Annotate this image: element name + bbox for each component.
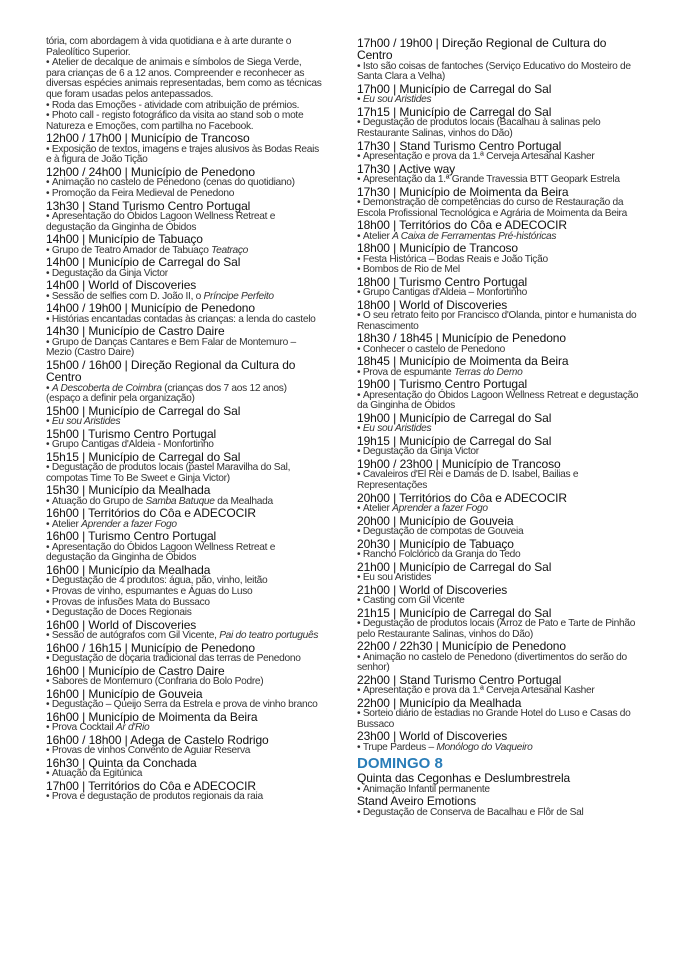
event-detail-text: Atuação do Grupo de: [51, 495, 143, 507]
event-detail-text: Degustação de compotas de Gouveia: [362, 525, 524, 537]
event-detail: [357, 470, 639, 491]
event-detail: [357, 152, 639, 163]
event-title: 22h00 | Município da Mealhada: [357, 695, 522, 710]
event-detail-tail: da Mealhada: [217, 495, 273, 507]
day-heading: DOMINGO 8: [357, 755, 443, 773]
event-detail-text: Animação no castelo de Penedono (cenas do quotidiano): [51, 177, 295, 189]
event-entry: [357, 795, 639, 818]
event-detail-text: Photo call - registo fotográfico da visita ao stand sob o mote Natureza e Emoções, com partilha no Facebook.: [46, 110, 304, 132]
event-title: 18h00 | Territórios do Côa e ADECOCIR: [357, 218, 567, 233]
event-detail: [357, 118, 639, 139]
event-title: 17h30 | Active way: [357, 161, 456, 176]
event-detail-emphasis: Terras do Demo: [453, 366, 523, 378]
event-detail-text: Apresentação e prova da 1.ª Cerveja Artesanal Kasher: [362, 151, 595, 162]
event-detail: [46, 792, 322, 803]
event-detail-text: Prova e degustação de produtos regionais da raia: [51, 791, 263, 803]
event-title: 16h00 | Município da Mealhada: [46, 562, 211, 577]
event-detail: [357, 596, 639, 607]
event-detail-emphasis: Aprender a fazer Fogo: [81, 518, 177, 530]
event-title: Quinta das Cegonhas e Deslumbrestrela: [357, 771, 571, 786]
event-detail-emphasis: A Descoberta de Coimbra: [51, 382, 162, 394]
event-detail-emphasis: Aprender a fazer Fogo: [392, 502, 488, 514]
event-title: 17h00 / 19h00 | Direção Regional de Cultura do Centro: [357, 36, 607, 63]
event-title: 21h00 | World of Discoveries: [357, 582, 508, 597]
event-entry: [46, 302, 322, 325]
event-entry: [46, 405, 322, 428]
event-detail-text: (crianças dos 7 aos 12 anos) (espaço a definir pela organização): [46, 382, 287, 405]
event-title: 20h00 | Município de Gouveia: [357, 513, 514, 528]
event-detail-text: Atelier: [362, 230, 390, 242]
event-detail-emphasis: A Caixa de Ferramentas Pré-históricas: [392, 230, 557, 242]
event-entry: [46, 757, 322, 780]
event-title: 14h30 | Município de Castro Daire: [46, 324, 225, 339]
event-detail-text: Degustação de doçaria tradicional das terras de Penedono: [51, 653, 301, 665]
event-entry: [357, 37, 639, 83]
event-title: 16h00 | World of Discoveries: [46, 617, 197, 632]
event-entry: [357, 515, 639, 538]
event-detail-text: Provas de infusões Mata do Bussaco: [51, 596, 210, 608]
event-title: 19h00 / 23h00 | Município de Trancoso: [357, 456, 561, 471]
event-title: 18h45 | Município de Moimenta da Beira: [357, 354, 569, 369]
event-entry: [357, 186, 639, 220]
event-entry: [46, 642, 322, 665]
event-title: 17h30 | Município de Moimenta da Beira: [357, 184, 569, 199]
event-detail-text: Casting com Gil Vicente: [362, 594, 465, 606]
event-entry: [46, 233, 322, 256]
event-title: Stand Aveiro Emotions: [357, 794, 477, 809]
event-detail-text: Grupo de Danças Cantares e Bem Falar de Montemuro – Mezio (Castro Daire): [46, 336, 296, 359]
event-entry: [46, 530, 322, 564]
event-detail-text: Rancho Folclórico da Granja do Tedo: [362, 548, 521, 560]
event-title: 22h00 / 22h30 | Município de Penedono: [357, 639, 566, 654]
event-title: 18h00 | Turismo Centro Portugal: [357, 274, 528, 289]
event-detail-text: Apresentação da 1.ª Grande Travessia BTT Geopark Estrela: [362, 174, 620, 185]
event-entry: [46, 451, 322, 485]
event-detail-text: Demonstração de competências do curso de Restauração da Escola Profissional Tecnológica e Agrária de Moimenta da Beira: [357, 197, 628, 219]
event-entry: [357, 561, 639, 584]
event-entry: [46, 325, 322, 359]
event-entry: [46, 37, 322, 132]
event-title: 14h00 | World of Discoveries: [46, 278, 197, 293]
left-column: [46, 37, 322, 803]
event-detail-text: Atuação da Egitúnica: [51, 768, 143, 780]
event-title: 20h30 | Município de Tabuaço: [357, 536, 514, 551]
event-detail-emphasis: Teatraço: [211, 244, 249, 256]
event-title: 16h00 | Turismo Centro Portugal: [46, 529, 217, 544]
event-entry: [357, 83, 639, 106]
event-detail: [46, 212, 322, 233]
event-entry: [357, 378, 639, 412]
event-detail-text: Grupo de Teatro Amador de Tabuaço: [51, 244, 209, 256]
event-detail-emphasis: Monólogo do Vaqueiro: [436, 741, 533, 753]
event-detail: [357, 709, 639, 730]
event-entry: [46, 780, 322, 803]
event-detail: [46, 37, 322, 58]
event-entry: [357, 492, 639, 515]
event-detail-text: Sorteio diário de estadias no Grande Hotel do Luso e Casas do Bussaco: [357, 708, 631, 730]
event-title: 21h15 | Município de Carregal do Sal: [357, 605, 552, 620]
event-detail: [357, 653, 639, 674]
event-entry: [46, 359, 322, 405]
event-entry: [46, 200, 322, 234]
event-title: 15h00 / 16h00 | Direção Regional da Cultura do Centro: [46, 357, 296, 385]
event-title: 21h00 | Município de Carregal do Sal: [357, 559, 552, 574]
event-detail: [357, 808, 639, 819]
event-detail: [46, 111, 322, 132]
event-detail-text: Prova de espumante: [362, 366, 452, 378]
event-entry: [357, 697, 639, 731]
event-detail-text: Degustação de Conserva de Bacalhau e Flôr de Sal: [362, 806, 584, 818]
event-entry: [46, 279, 322, 302]
event-detail-text: Degustação de Doces Regionais: [51, 607, 192, 619]
event-detail: [357, 391, 639, 412]
event-entry: [357, 607, 639, 641]
event-title: 18h00 | World of Discoveries: [357, 297, 508, 312]
event-detail-text: Histórias encantadas contadas às crianças: a lenda do castelo: [51, 313, 316, 325]
event-entry: [46, 734, 322, 757]
event-entry: [357, 674, 639, 697]
event-detail-text: Roda das Emoções - atividade com atribuição de prémios.: [51, 99, 300, 111]
event-detail-text: Degustação de produtos locais (pastel Maravilha do Sal, compotas Time To Be Sweet e Ginja Victor): [46, 462, 291, 484]
event-detail-text: Exposição de textos, imagens e trajes alusivos às Bodas Reais e à figura de João Tição: [46, 143, 319, 166]
event-entry: [46, 256, 322, 279]
event-entry: [46, 564, 322, 619]
event-entry: [46, 711, 322, 734]
event-title: 19h15 | Município de Carregal do Sal: [357, 433, 552, 448]
event-detail: [357, 311, 639, 332]
event-detail-text: Grupo Cantigas d'Aldeia - Monfortinho: [51, 439, 214, 451]
event-detail-text: Degustação da Ginja Victor: [51, 267, 168, 279]
event-title: 17h00 | Município de Carregal do Sal: [357, 82, 552, 96]
event-detail-text: Degustação de produtos locais (Arroz de Pato e Tarte de Pinhão pelo Restaurante Salinas, vinhos do Dão): [357, 617, 636, 640]
event-title: 17h30 | Stand Turismo Centro Portugal: [357, 138, 562, 153]
event-detail: [357, 62, 639, 83]
event-entry: [357, 584, 639, 607]
event-title: 18h00 | Município de Trancoso: [357, 241, 518, 256]
event-detail: [46, 463, 322, 484]
event-detail: [357, 743, 639, 754]
event-detail-text: Atelier de decalque de animais e símbolos de Siega Verde, para crianças de 6 a 12 anos. Compreender e reconhecer as diversas espécies animais representadas, bem como as técnicas que foram usadas pelos antepassados.: [46, 57, 322, 100]
event-title: 12h00 / 24h00 | Município de Penedono: [46, 164, 255, 179]
event-detail-text: Atelier: [362, 502, 390, 514]
event-title: 15h00 | Município de Carregal do Sal: [46, 403, 241, 418]
event-detail-text: Bombos de Rio de Mel: [362, 264, 460, 276]
event-entry: [357, 435, 639, 458]
event-title: 14h00 | Município de Tabuaço: [46, 232, 203, 247]
event-detail: [357, 573, 639, 584]
event-detail-emphasis: Eu sou Aristides: [51, 416, 121, 428]
event-detail-emphasis: Pai do teatro português: [219, 630, 319, 642]
event-detail-emphasis: Príncipe Perfeito: [203, 290, 274, 302]
event-entry: [357, 538, 639, 561]
event-detail: [357, 619, 639, 640]
event-detail-text: Eu sou Aristides: [362, 571, 432, 583]
event-title: 19h00 | Turismo Centro Portugal: [357, 377, 528, 392]
event-entry: [357, 458, 639, 492]
event-entry: [357, 219, 639, 242]
event-entry: [46, 428, 322, 451]
event-detail-text: Trupe Pardeus –: [362, 741, 434, 753]
event-entry: [357, 355, 639, 378]
event-title: 14h00 / 19h00 | Município de Penedono: [46, 301, 255, 316]
event-entry: [46, 665, 322, 688]
event-title: 17h00 | Territórios do Côa e ADECOCIR: [46, 778, 256, 793]
event-title: 16h00 | Município de Moimenta da Beira: [46, 709, 258, 724]
event-title: 13h30 | Stand Turismo Centro Portugal: [46, 198, 251, 213]
event-detail-text: Apresentação do Óbidos Lagoon Wellness Retreat e degustação da Ginginha de Óbidos: [357, 389, 639, 412]
event-detail-text: Prova Cocktail: [51, 722, 114, 734]
event-entry: [357, 772, 639, 795]
event-entry: [46, 507, 322, 530]
event-title: 17h15 | Município de Carregal do Sal: [357, 105, 552, 119]
event-title: 16h00 | Município de Castro Daire: [46, 663, 225, 678]
event-detail: [357, 527, 639, 538]
event-detail: [357, 504, 639, 515]
event-entry: [46, 166, 322, 200]
event-entry: [46, 688, 322, 711]
event-detail-emphasis: Ar d'Rio: [115, 722, 150, 734]
event-detail-text: tória, com abordagem à vida quotidiana e à arte durante o Paleolítico Superior.: [46, 36, 292, 58]
event-detail-emphasis: Eu sou Aristides: [362, 94, 432, 106]
event-title: 15h00 | Turismo Centro Portugal: [46, 426, 217, 441]
event-detail-text: Degustação – Queijo Serra da Estrela e prova de vinho branco: [51, 699, 318, 711]
event-detail-text: Promoção da Feira Medieval de Penedono: [51, 187, 235, 199]
event-title: 16h00 | Territórios do Côa e ADECOCIR: [46, 506, 256, 521]
event-detail: [46, 58, 322, 100]
event-detail-text: Animação no castelo de Penedono (divertimentos do serão do senhor): [357, 651, 627, 674]
event-title: 16h00 / 18h00 | Adega de Castelo Rodrigo: [46, 732, 269, 747]
right-column: [357, 37, 639, 818]
event-entry: [357, 276, 639, 299]
event-detail: [357, 550, 639, 561]
event-entry: [357, 412, 639, 435]
event-entry: [357, 640, 639, 674]
event-entry: [357, 730, 639, 753]
event-entry: [357, 140, 639, 163]
event-entry: [46, 619, 322, 642]
event-title: 15h15 | Município de Carregal do Sal: [46, 449, 241, 464]
event-detail: [46, 384, 322, 405]
event-entry: [357, 299, 639, 333]
event-entry: [46, 484, 322, 507]
event-detail-text: Cavaleiros d'El Rei e Damas de D. Isabel, Bailias e Representações: [357, 469, 579, 491]
event-title: 15h30 | Município da Mealhada: [46, 483, 211, 498]
event-detail: [46, 543, 322, 564]
event-title: 16h00 / 16h15 | Município de Penedono: [46, 640, 255, 655]
event-detail-text: Degustação de 4 produtos: água, pão, vinho, leitão: [51, 575, 268, 587]
event-title: 16h00 | Município de Gouveia: [46, 686, 203, 701]
event-title: 16h30 | Quinta da Conchada: [46, 755, 197, 770]
event-detail-text: Provas de vinhos Convento de Aguiar Reserva: [51, 745, 251, 757]
event-title: 23h00 | World of Discoveries: [357, 729, 508, 744]
event-entry: [357, 163, 639, 186]
event-detail-text: Degustação de produtos locais (Bacalhau à salinas pelo Restaurante Salinas, vinhos do Dão): [357, 117, 601, 139]
event-detail: [46, 189, 322, 200]
event-detail-text: Apresentação e prova da 1.ª Cerveja Artesanal Kasher: [362, 685, 595, 697]
event-detail-emphasis: Samba Batuque: [145, 495, 215, 507]
event-entry: [357, 242, 639, 276]
event-entry: [46, 132, 322, 166]
event-detail-text: Grupo Cantigas d'Aldeia – Monfortinho: [362, 287, 527, 299]
event-detail-text: Sessão de selfies com D. João II, o: [51, 290, 201, 302]
event-title: 14h00 | Município de Carregal do Sal: [46, 255, 241, 270]
event-detail-text: Atelier: [51, 518, 79, 530]
event-title: 18h30 / 18h45 | Município de Penedono: [357, 331, 566, 346]
event-entry: [357, 106, 639, 140]
event-entry: [357, 332, 639, 355]
event-detail: [357, 198, 639, 219]
event-title: 22h00 | Stand Turismo Centro Portugal: [357, 672, 562, 687]
event-detail: [46, 338, 322, 359]
event-detail-text: Isto são coisas de fantoches (Serviço Educativo do Mosteiro de Santa Clara a Velha): [357, 60, 631, 83]
event-title: 19h00 | Município de Carregal do Sal: [357, 410, 552, 425]
event-title: 20h00 | Territórios do Côa e ADECOCIR: [357, 490, 567, 505]
event-detail: [357, 175, 639, 186]
event-detail-text: Apresentação do Óbidos Lagoon Wellness Retreat e degustação da Ginginha de Óbidos: [46, 541, 276, 564]
event-detail-text: O seu retrato feito por Francisco d'Olanda, pintor e humanista do Renascimento: [357, 310, 637, 332]
event-detail-text: Conhecer o castelo de Penedono: [362, 343, 506, 355]
event-detail-text: Provas de vinho, espumantes e Águas do Luso: [51, 585, 253, 597]
event-detail-text: Sessão de autógrafos com Gil Vicente,: [51, 630, 217, 642]
event-detail-emphasis: Eu sou Aristides: [362, 423, 432, 435]
event-detail-text: Festa Histórica – Bodas Reais e João Tição: [362, 253, 548, 265]
event-detail-text: Apresentação do Óbidos Lagoon Wellness Retreat e degustação da Ginginha de Óbidos: [46, 210, 276, 233]
event-detail: [46, 145, 322, 166]
event-title: 12h00 / 17h00 | Município de Trancoso: [46, 131, 250, 146]
event-detail-text: Animação Infantil permanente: [362, 783, 490, 795]
event-detail-text: Sabores de Montemuro (Confraria do Bolo Podre): [51, 676, 264, 688]
event-detail-text: Degustação da Ginja Victor: [362, 446, 479, 458]
